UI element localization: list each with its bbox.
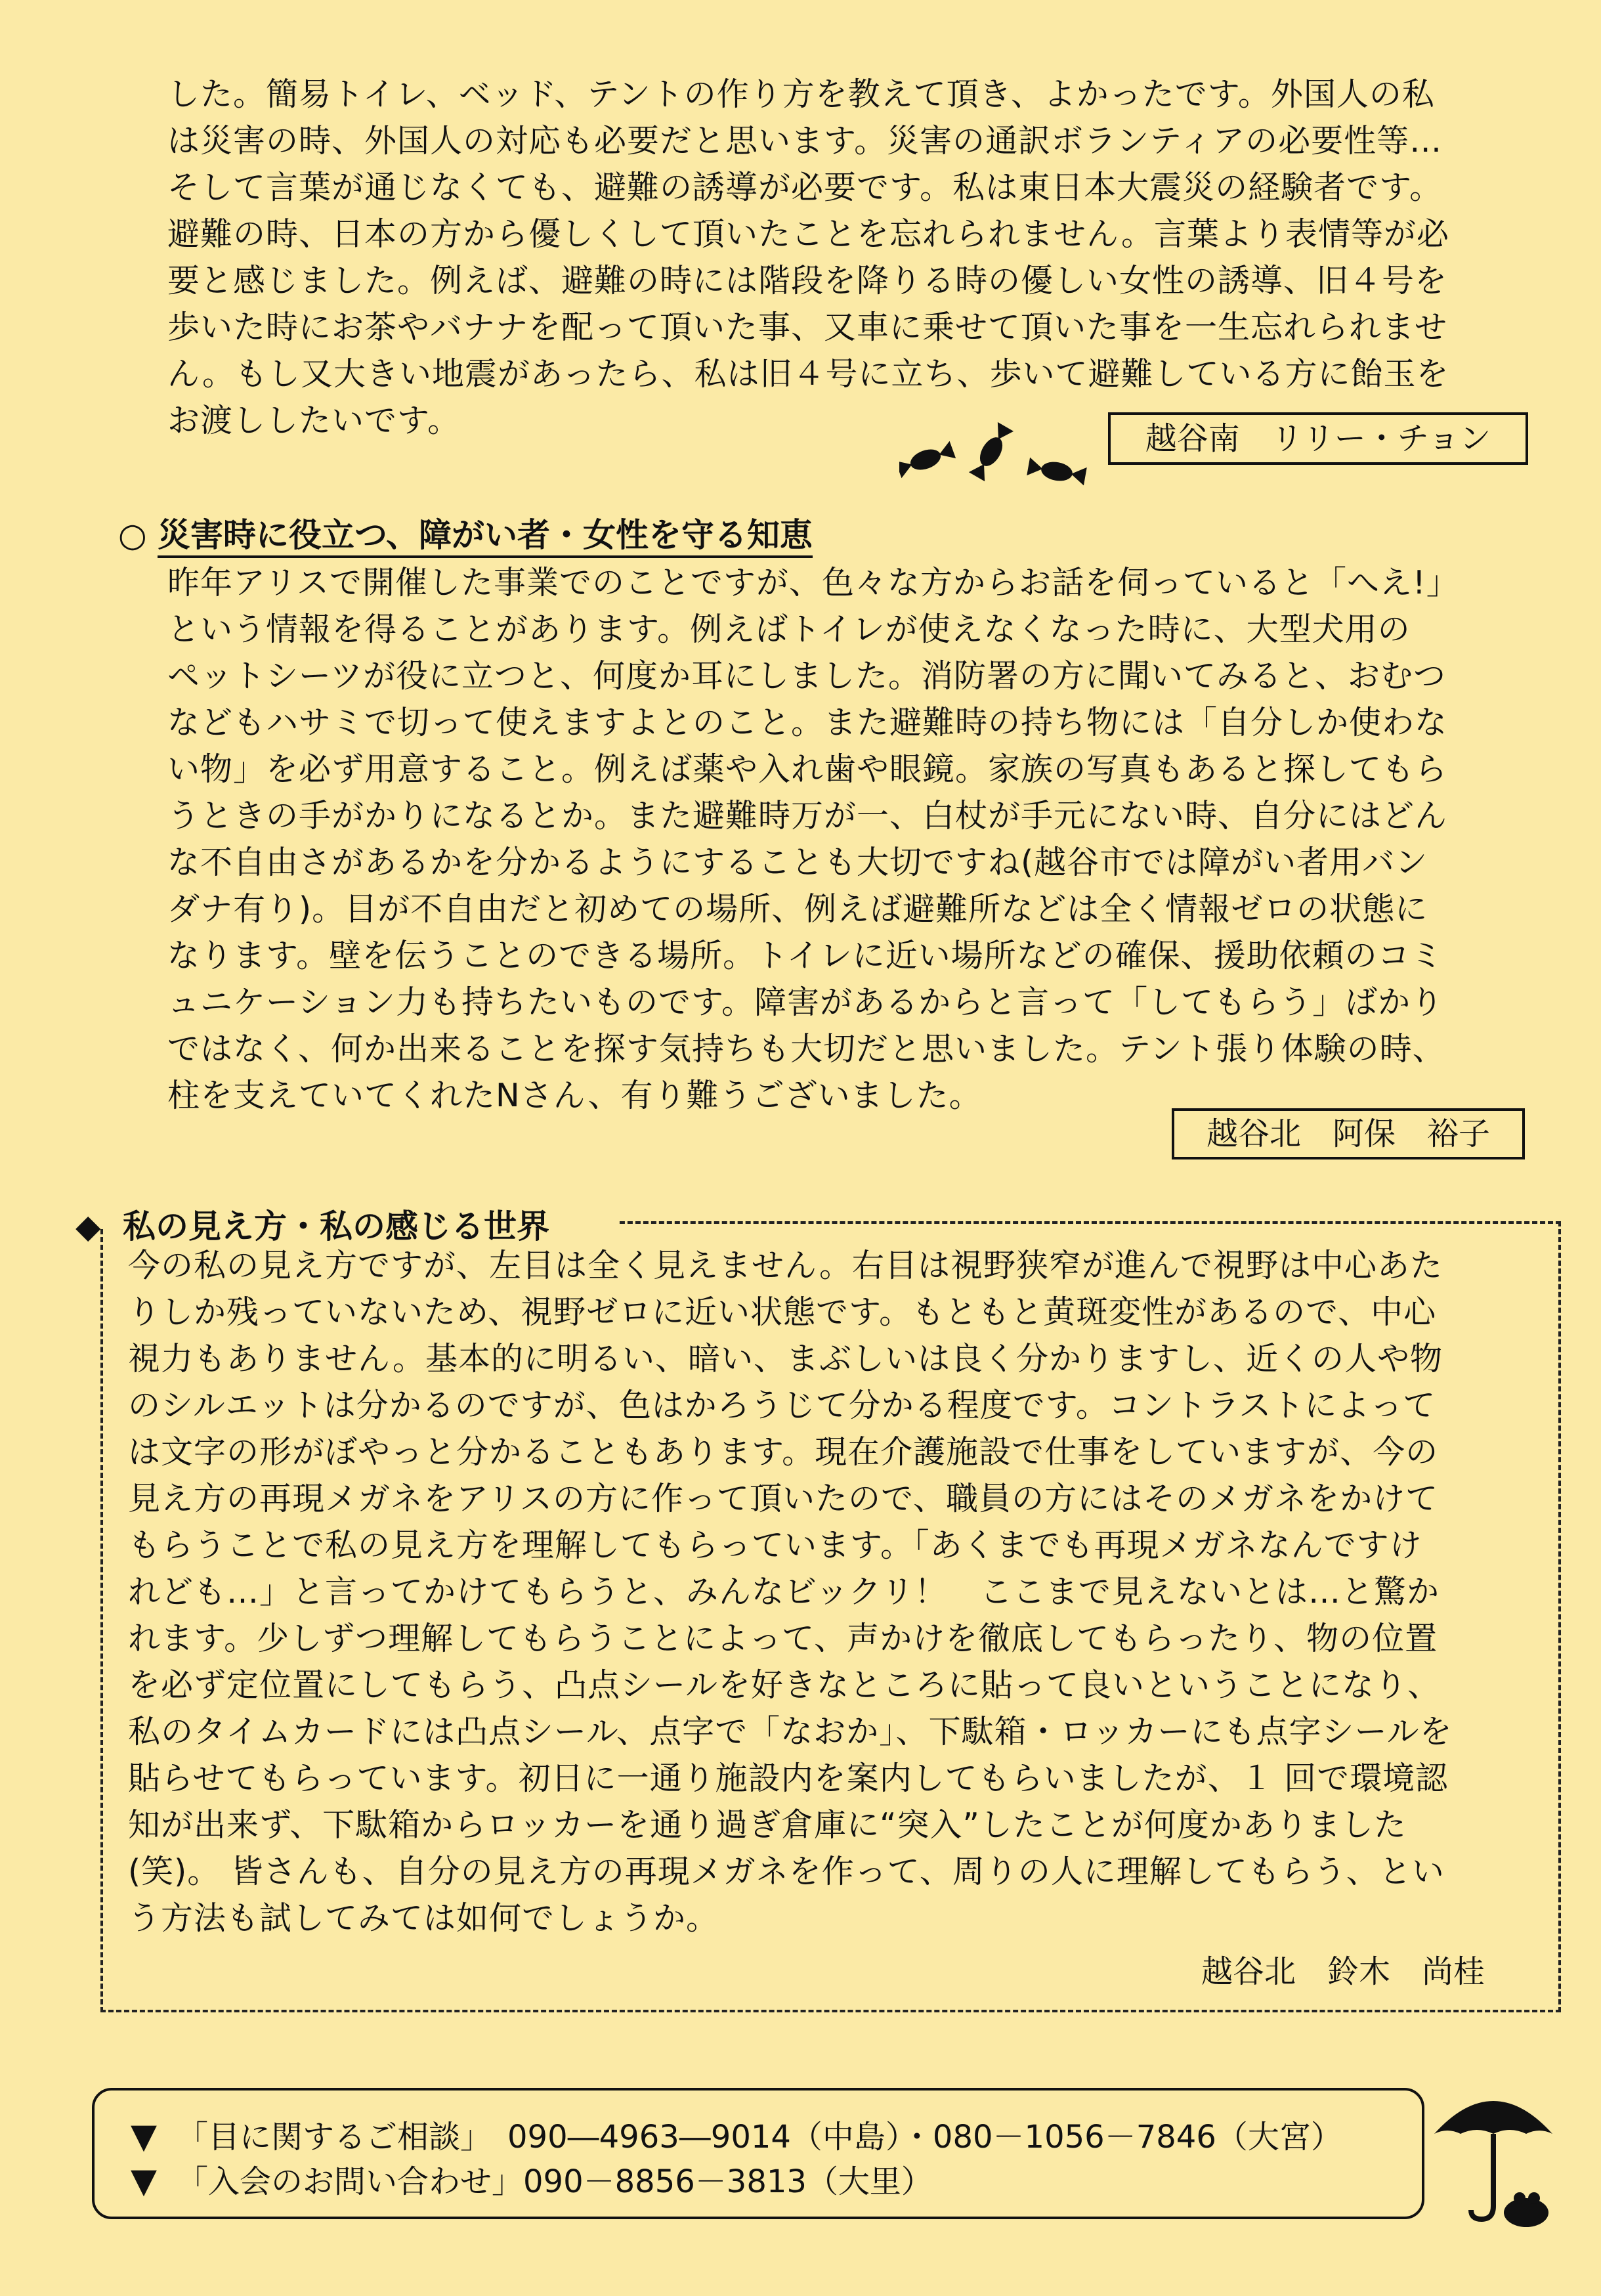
contact-row-membership (131, 2158, 933, 2205)
circle-bullet-icon: ○ (118, 516, 147, 554)
section1-line: 要と感じました。例えば、避難の時には階段を降りる時の優しい女性の誘導、旧４号を (167, 262, 1448, 299)
section3-line: 貼らせてもらっています。初日に一通り施設内を案内してもらいましたが、１ 回で環境認 (128, 1760, 1449, 1797)
section2-body (167, 559, 1459, 1119)
section1-line: ん。もし又大きい地震があったら、私は旧４号に立ち、歩いて避難している方に飴玉を (167, 355, 1449, 393)
section3-line: 今の私の見え方ですが、左目は全く見えません。右目は視野狭窄が進んで視野は中心あた (128, 1247, 1443, 1284)
section3-line: 見え方の再現メガネをアリスの方に作って頂いたので、職員の方にはそのメガネをかけて (128, 1480, 1439, 1517)
section1-line: した。簡易トイレ、ベッド、テントの作り方を教えて頂き、よかったです。外国人の私 (167, 76, 1435, 113)
section2-title: 災害時に役立つ、障がい者・女性を守る知恵 (158, 516, 813, 558)
section3-line: 私のタイムカードには凸点シール、点字で「なおか」、下駄箱・ロッカーにも点字シールを (128, 1713, 1453, 1750)
section3-line: れます。少しずつ理解してもらうことによって、声かけを徹底してもらったり、物の位置 (128, 1620, 1438, 1657)
section2-line: などもハサミで切って使えますよとのこと。また避難時の持ち物には「自分しか使わな (167, 704, 1448, 741)
section2-line: なります。壁を伝うことのできる場所。トイレに近い場所などの確保、援助依頼のコミ (167, 937, 1443, 974)
section3-line: う方法も試してみては如何でしょうか。 (128, 1899, 719, 1937)
section1-body (167, 71, 1449, 444)
section1-signature: 越谷南 リリー・チョン (1108, 412, 1528, 465)
section3-title: 私の見え方・私の感じる世界 (123, 1207, 549, 1245)
contact-row-consultation (131, 2113, 1342, 2160)
diamond-bullet-icon: ◆ (75, 1207, 101, 1245)
contact-box (92, 2088, 1424, 2219)
section3-line: (笑)。 皆さんも、自分の見え方の再現メガネを作って、周りの人に理解してもらう、とい (128, 1853, 1445, 1890)
section3-body (128, 1242, 1453, 1941)
triangle-down-icon: ▼ (131, 2117, 157, 2156)
section2-line: ュニケーション力も持ちたいものです。障害があるからと言って「してもらう」ばかり (167, 984, 1444, 1021)
section3-line: は文字の形がぼやっと分かることもあります。現在介護施設で仕事をしていますが、今の (128, 1433, 1439, 1471)
candy-icon (899, 420, 1096, 499)
section2-signature: 越谷北 阿保 裕子 (1172, 1108, 1525, 1159)
section2-line: という情報を得ることがあります。例えばトイレが使えなくなった時に、大型犬用の (167, 611, 1411, 648)
section2-line: ペットシーツが役に立つと、何度か耳にしました。消防署の方に聞いてみると、おむつ (167, 657, 1447, 695)
section3-signature: 越谷北 鈴木 尚桂 (1201, 1953, 1485, 1990)
contact-text: 「入会のお問い合わせ」090－8856－3813（大里） (177, 2163, 933, 2200)
section2-line: ダナ有り)。目が不自由だと初めての場所、例えば避難所などは全く情報ゼロの状態に (167, 890, 1428, 928)
section1-line: 歩いた時にお茶やバナナを配って頂いた事、又車に乗せて頂いた事を一生忘れられませ (167, 309, 1448, 346)
section3-line: 視力もありません。基本的に明るい、暗い、まぶしいは良く分かりますし、近くの人や物 (128, 1340, 1443, 1377)
section2-line: ではなく、何か出来ることを探す気持ちも大切だと思いました。テント張り体験の時、 (167, 1030, 1445, 1068)
section3-line: のシルエットは分かるのですが、色はかろうじて分かる程度です。コントラストによって (128, 1387, 1436, 1424)
section2-line: 昨年アリスで開催した事業でのことですが、色々な方からお話を伺っていると「へえ!」 (167, 564, 1459, 601)
section1-line: 避難の時、日本の方から優しくして頂いたことを忘れられません。言葉より表情等が必 (167, 215, 1449, 253)
section1-line: は災害の時、外国人の対応も必要だと思います。災害の通訳ボランティアの必要性等… (167, 122, 1443, 160)
section3-line: りしか残っていないため、視野ゼロに近い状態です。もともと黄斑変性があるので、中心 (128, 1293, 1437, 1331)
umbrella-frog-icon (1428, 2081, 1559, 2232)
section2-line: な不自由さがあるかを分かるようにすることも大切ですね(越谷市では障がい者用バン (167, 844, 1428, 881)
section2-line: うときの手がかりになるとか。また避難時万が一、白杖が手元にない時、自分にはどん (167, 797, 1448, 834)
section2-line: 柱を支えていてくれたNさん、有り難うございました。 (167, 1077, 982, 1114)
triangle-down-icon: ▼ (131, 2161, 157, 2201)
section3-line: 知が出来ず、下駄箱からロッカーを通り過ぎ倉庫に“突入”したことが何度かありました (128, 1806, 1407, 1844)
section3-line: を必ず定位置にしてもらう、凸点シールを好きなところに貼って良いということになり、 (128, 1666, 1441, 1704)
section3-line: もらうことで私の見え方を理解してもらっています。「あくまでも再現メガネなんですけ (128, 1527, 1422, 1564)
section1-line: お渡ししたいです。 (167, 402, 461, 439)
section3-line: れども…」と言ってかけてもらうと、みんなビックリ！ ここまで見えないとは…と驚か (128, 1573, 1440, 1611)
section1-line: そして言葉が通じなくても、避難の誘導が必要です。私は東日本大震災の経験者です。 (167, 169, 1443, 206)
contact-text: 「目に関するご相談」 090―4963―9014（中島）・080－1056－7846（大宮） (177, 2119, 1342, 2155)
section2-heading (118, 512, 813, 558)
section2-line: い物」を必ず用意すること。例えば薬や入れ歯や眼鏡。家族の写真もあると探してもら (167, 750, 1448, 788)
